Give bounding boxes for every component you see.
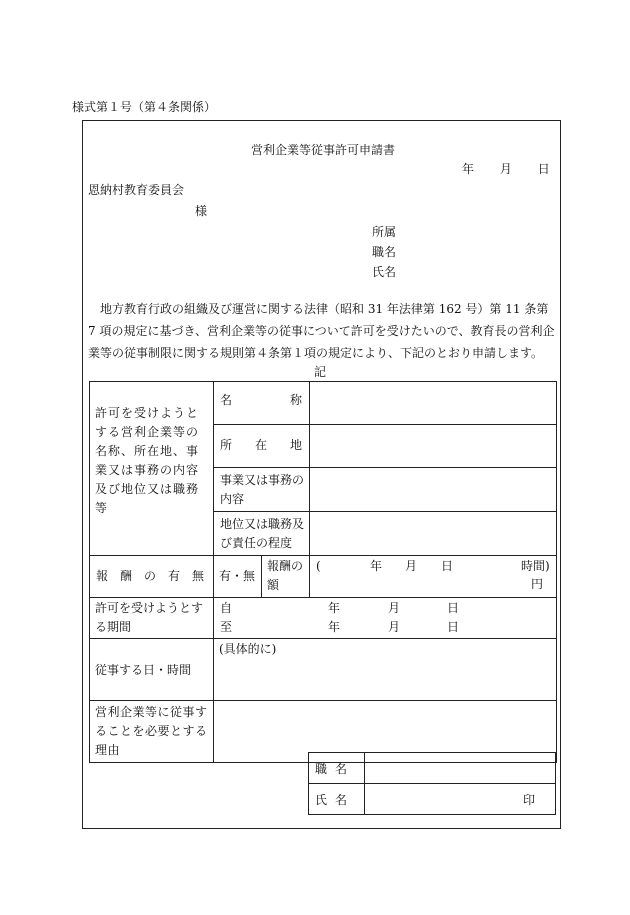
signature-name-label (315, 794, 347, 806)
application-table (89, 381, 557, 763)
period-label: 許可を受けようとする期間 (95, 601, 204, 634)
period-to-day: 日 (447, 620, 460, 634)
remuneration-amount-field[interactable] (310, 556, 557, 598)
location-label-2: 在 (254, 438, 267, 452)
period-to-month: 月 (388, 620, 401, 634)
position-duty-label-cell (214, 512, 310, 556)
rem-label-5: 無 (191, 569, 204, 583)
sig-pos-2: 名 (334, 762, 347, 776)
rem-label-1: 報 (96, 569, 109, 583)
work-days-field[interactable] (214, 639, 557, 701)
period-field[interactable] (214, 598, 557, 639)
work-days-hint: (具体的に) (219, 642, 277, 656)
date-month: 月 (499, 162, 512, 176)
business-content-field[interactable] (310, 468, 557, 512)
name-label-cell (214, 382, 310, 425)
signature-divider-h (308, 783, 556, 784)
body-paragraph: 地方教育行政の組織及び運営に関する法律（昭和 31 年法律第 162 号）第 11 条第 7 項の規定に基づき、営利企業等の従事について許可を受けたいので、教育長の営利企業等の従事制限に関する規則第４条第１項の規定により、下記のとおり申請します。 (88, 302, 555, 360)
position-duty-label: 地位又は職務及び責任の程度 (220, 517, 305, 550)
period-from-year: 年 (328, 601, 341, 615)
applicant-position: 職名 (372, 245, 397, 259)
rem-month: 月 (405, 559, 418, 573)
honorific: 様 (195, 204, 208, 218)
period-to: 至 (220, 620, 233, 634)
signature-name-field[interactable] (366, 785, 516, 814)
rem-label-2: 酬 (119, 569, 132, 583)
remuneration-choice-cell[interactable] (214, 556, 262, 598)
period-to-year: 年 (328, 620, 341, 634)
business-info-label: 許可を受けようとする営利企業等の名称、所在地、事業又は事務の内容及び地位又は職務等 (95, 405, 200, 515)
reason-label-cell (90, 701, 214, 763)
period-label-cell (90, 598, 214, 639)
period-from: 自 (220, 601, 233, 615)
rem-hours: 時間) (521, 559, 550, 573)
name-label-1: 名 (220, 393, 233, 407)
date-day: 日 (537, 162, 550, 176)
business-info-label-cell (90, 382, 214, 556)
rem-yen: 円 (531, 577, 544, 591)
form-title: 営利企業等従事許可申請書 (251, 143, 396, 157)
location-label-cell (214, 425, 310, 468)
signature-position-label (315, 763, 347, 775)
date-year: 年 (462, 162, 475, 176)
sig-pos-1: 職 (315, 762, 328, 776)
signature-position-field[interactable] (366, 753, 555, 782)
rem-open-paren: ( (316, 559, 321, 573)
rem-label-4: 有 (167, 569, 180, 583)
work-days-label-cell (90, 639, 214, 701)
remuneration-label-cell (90, 556, 214, 598)
sig-name-2: 名 (334, 793, 347, 807)
remuneration-amount-label: 報酬の額 (267, 559, 304, 592)
location-field[interactable] (310, 425, 557, 468)
rem-label-3: の (143, 569, 156, 583)
rem-year: 年 (370, 559, 383, 573)
business-content-label: 事業又は事務の内容 (220, 473, 305, 506)
rem-day: 日 (441, 559, 454, 573)
period-from-day: 日 (447, 601, 460, 615)
period-from-month: 月 (388, 601, 401, 615)
date-line (462, 163, 550, 175)
remuneration-choice: 有・無 (219, 569, 256, 583)
seal-mark: 印 (523, 793, 536, 807)
location-label-1: 所 (220, 438, 233, 452)
reason-label: 営利企業等に従事することを必要とする理由 (95, 705, 208, 757)
business-content-label-cell (214, 468, 310, 512)
location-label-3: 地 (289, 438, 302, 452)
work-days-label: 従事する日・時間 (95, 663, 192, 677)
ki-label: 記 (314, 365, 327, 379)
addressee: 恩納村教育委員会 (88, 183, 185, 197)
position-duty-field[interactable] (310, 512, 557, 556)
applicant-name: 氏名 (372, 265, 397, 279)
remuneration-amount-label-cell (262, 556, 310, 598)
business-name-field[interactable] (310, 382, 557, 425)
applicant-affiliation: 所属 (372, 225, 397, 239)
sig-name-1: 氏 (315, 793, 328, 807)
form-number: 様式第１号（第４条関係） (72, 100, 217, 114)
name-label-2: 称 (289, 393, 302, 407)
